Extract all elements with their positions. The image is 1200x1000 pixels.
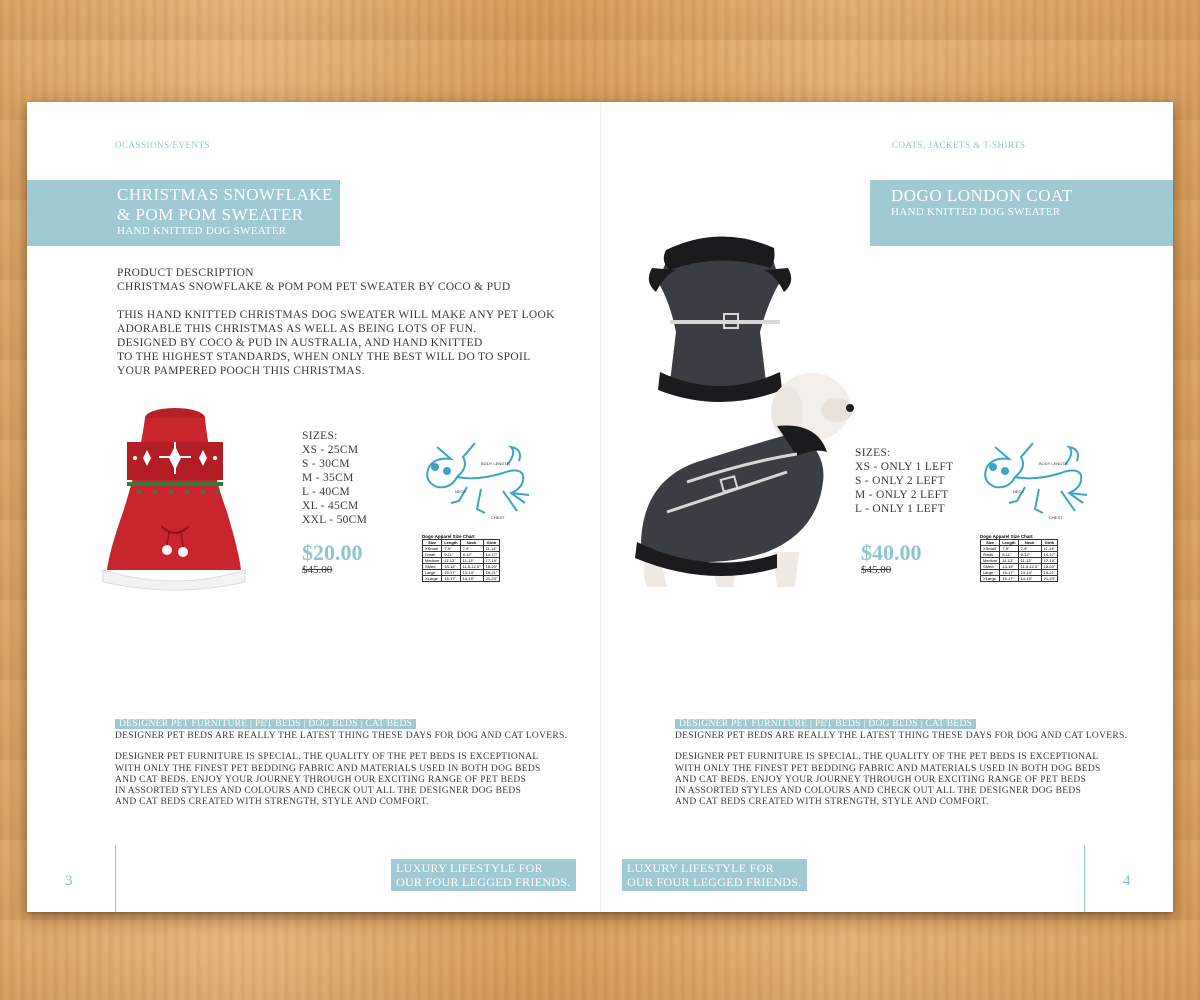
title-box-left <box>27 180 340 246</box>
product-title-right: DOGO LONDON COAT <box>891 186 1073 205</box>
size-chart-header: Neck <box>1018 540 1041 546</box>
slogan-line2: OUR FOUR LEGGED FRIENDS. <box>396 875 571 889</box>
footer-line: AND CAT BEDS. ENJOY YOUR JOURNEY THROUGH OUR EXCITING RANGE OF PET BEDS <box>115 774 527 785</box>
size-chart-cell: Large <box>423 570 442 576</box>
footer-line: AND CAT BEDS CREATED WITH STRENGTH, STYLE AND COMFORT. <box>675 797 989 808</box>
product-subtitle: HAND KNITTED DOG SWEATER <box>117 225 287 237</box>
description-line: ADORABLE THIS CHRISTMAS AS WELL AS BEING LOTS OF FUN. <box>117 323 477 335</box>
size-chart-table <box>422 539 500 582</box>
page-number-left: 3 <box>65 873 73 889</box>
slogan-line1: LUXURY LIFESTYLE FOR <box>627 861 774 875</box>
size-option: XL - 45CM <box>302 500 359 512</box>
product-description <box>117 266 577 378</box>
size-chart-cell: 19-21" <box>483 570 500 576</box>
product-title-line1: CHRISTMAS SNOWFLAKE <box>117 185 333 204</box>
page-number-right: 4 <box>1123 873 1131 889</box>
footer-intro: DESIGNER PET BEDS ARE REALLY THE LATEST THING THESE DAYS FOR DOG AND CAT LOVERS. <box>115 731 568 741</box>
size-chart-cell: 15-17" <box>442 576 460 582</box>
size-chart-cell: 7-9" <box>460 546 483 552</box>
size-chart-cell: 11-14" <box>1041 546 1058 552</box>
measure-label-body: BODY LENGTH <box>1039 461 1068 466</box>
size-chart-cell: 9-12" <box>460 552 483 558</box>
measure-label-neck: NECK <box>455 489 467 494</box>
old-price-left: $45.00 <box>302 564 333 576</box>
size-chart-header: Length <box>1000 540 1018 546</box>
description-line: DESIGNED BY COCO & PUD IN AUSTRALIA, AND HAND KNITTED <box>117 337 483 349</box>
size-chart-cell: 19-21" <box>1041 570 1058 576</box>
footer-intro: DESIGNER PET BEDS ARE REALLY THE LATEST THING THESE DAYS FOR DOG AND CAT LOVERS. <box>675 731 1128 741</box>
size-chart-title: Dogo Apparel Size Chart <box>980 534 1033 539</box>
size-option: XXL - 50CM <box>302 514 368 526</box>
size-chart-cell: 11.5-12.5" <box>460 564 483 570</box>
size-chart-header: Size <box>423 540 442 546</box>
size-chart-cell: SMed <box>981 564 1000 570</box>
size-chart-cell: Large <box>981 570 1000 576</box>
title-box-right <box>870 180 1173 246</box>
slogan-right <box>622 859 807 891</box>
size-chart-cell: 11-14" <box>483 546 500 552</box>
description-heading: PRODUCT DESCRIPTION <box>117 267 254 279</box>
size-chart-cell: 11-13" <box>1000 558 1018 564</box>
price-right: $40.00 <box>861 540 922 565</box>
size-chart-cell: 15-17" <box>1000 576 1018 582</box>
size-chart-cell: Medium <box>981 558 1000 564</box>
size-option: S - ONLY 2 LEFT <box>855 475 945 487</box>
measure-label-chest: CHEST <box>491 515 505 520</box>
sizes-label: SIZES: <box>855 447 891 459</box>
divider-left <box>115 845 116 912</box>
sizes-list-right <box>855 446 953 516</box>
size-chart-cell: 7-9" <box>1000 546 1018 552</box>
size-chart-cell: 18-20" <box>1041 564 1058 570</box>
size-chart-cell: 14-15" <box>460 576 483 582</box>
size-chart-cell: SMed <box>423 564 442 570</box>
footer-line: AND CAT BEDS. ENJOY YOUR JOURNEY THROUGH OUR EXCITING RANGE OF PET BEDS <box>675 774 1087 785</box>
size-chart-cell: 13-15" <box>442 564 460 570</box>
size-chart-cell: XSmall <box>423 546 442 552</box>
size-option: L - 40CM <box>302 486 350 498</box>
size-chart-cell: Medium <box>423 558 442 564</box>
old-price-right: $45.00 <box>861 564 892 576</box>
size-chart-header: Girth <box>1041 540 1058 546</box>
size-chart-header: Size <box>981 540 1000 546</box>
measure-label-body: BODY LENGTH <box>481 461 510 466</box>
size-chart-cell: XSmall <box>981 546 1000 552</box>
size-chart-cell: 7-9" <box>1018 546 1041 552</box>
size-chart-left <box>422 534 500 582</box>
size-chart-cell: 14-17" <box>1041 552 1058 558</box>
size-option: M - 35CM <box>302 472 354 484</box>
size-chart-cell: 17-19" <box>483 558 500 564</box>
product-subtitle-right: HAND KNITTED DOG SWEATER <box>891 206 1061 218</box>
slogan-line1: LUXURY LIFESTYLE FOR <box>396 861 543 875</box>
slogan-line2: OUR FOUR LEGGED FRIENDS. <box>627 875 802 889</box>
sizes-label: SIZES: <box>302 430 338 442</box>
size-chart-cell: 9-11" <box>1000 552 1018 558</box>
footer-right <box>675 713 1145 809</box>
size-chart-cell: Small <box>423 552 442 558</box>
size-chart-header: Length <box>442 540 460 546</box>
divider-right <box>1084 845 1085 912</box>
footer-line: AND CAT BEDS CREATED WITH STRENGTH, STYLE AND COMFORT. <box>115 797 429 808</box>
dog-wearing-coat-image <box>627 362 867 602</box>
size-chart-header: Neck <box>460 540 483 546</box>
size-chart-cell: XLarge <box>423 576 442 582</box>
dog-measurement-icon <box>965 437 1095 527</box>
footer-left <box>115 713 575 809</box>
footer-heading: DESIGNER PET FURNITURE | PET BEDS | DOG BEDS | CAT BEDS <box>675 719 976 729</box>
description-line: YOUR PAMPERED POOCH THIS CHRISTMAS. <box>117 365 365 377</box>
measure-label-chest: CHEST <box>1049 515 1063 520</box>
price-left: $20.00 <box>302 540 363 565</box>
size-chart-cell: 11-13" <box>460 558 483 564</box>
size-chart-cell: 9-11" <box>442 552 460 558</box>
size-option: XS - ONLY 1 LEFT <box>855 461 954 473</box>
size-chart-cell: 15-17" <box>1000 570 1018 576</box>
description-subheading: CHRISTMAS SNOWFLAKE & POM POM PET SWEATER BY COCO & PUD <box>117 281 511 293</box>
size-chart-cell: 21-23" <box>483 576 500 582</box>
dog-measurement-icon <box>407 437 537 527</box>
size-chart-cell: 17-19" <box>1041 558 1058 564</box>
footer-heading: DESIGNER PET FURNITURE | PET BEDS | DOG BEDS | CAT BEDS <box>115 719 416 729</box>
size-chart-cell: 15-17" <box>442 570 460 576</box>
size-chart-cell: 7-9" <box>442 546 460 552</box>
size-option: XS - 25CM <box>302 444 359 456</box>
size-chart-cell: 14-15" <box>1018 576 1041 582</box>
footer-line: DESIGNER PET FURNITURE IS SPECIAL. THE QUALITY OF THE PET BEDS IS EXCEPTIONAL <box>675 752 1099 763</box>
size-chart-table <box>980 539 1058 582</box>
running-head-right: COATS, JACKETS & T-SHIRTS <box>892 140 1026 150</box>
footer-line: DESIGNER PET FURNITURE IS SPECIAL. THE QUALITY OF THE PET BEDS IS EXCEPTIONAL <box>115 752 539 763</box>
size-chart-cell: XLarge <box>981 576 1000 582</box>
size-chart-cell: Small <box>981 552 1000 558</box>
product-title-line2: & POM POM SWEATER <box>117 205 304 224</box>
size-chart-header: Girth <box>483 540 500 546</box>
size-chart-title: Dogo Apparel Size Chart <box>422 534 475 539</box>
size-chart-cell: 11-13" <box>1018 558 1041 564</box>
running-head-left: OCASSIONS/EVENTS <box>115 140 211 150</box>
description-line: THIS HAND KNITTED CHRISTMAS DOG SWEATER WILL MAKE ANY PET LOOK <box>117 309 555 321</box>
size-chart-cell: 13-14" <box>460 570 483 576</box>
size-option: L - ONLY 1 LEFT <box>855 503 946 515</box>
size-chart-cell: 18-20" <box>483 564 500 570</box>
size-option: S - 30CM <box>302 458 350 470</box>
description-line: TO THE HIGHEST STANDARDS, WHEN ONLY THE BEST WILL DO TO SPOIL <box>117 351 531 363</box>
brochure-spread <box>27 102 1173 912</box>
size-chart-cell: 11-13" <box>442 558 460 564</box>
footer-line: IN ASSORTED STYLES AND COLOURS AND CHECK OUT ALL THE DESIGNER DOG BEDS <box>115 786 522 797</box>
spine <box>600 102 601 912</box>
sizes-list-left <box>302 429 367 527</box>
slogan-left <box>391 859 576 891</box>
size-chart-cell: 11.5-12.5" <box>1018 564 1041 570</box>
size-chart-cell: 13-14" <box>1018 570 1041 576</box>
size-chart-cell: 13-15" <box>1000 564 1018 570</box>
footer-line: IN ASSORTED STYLES AND COLOURS AND CHECK OUT ALL THE DESIGNER DOG BEDS <box>675 786 1082 797</box>
size-chart-cell: 14-17" <box>483 552 500 558</box>
measure-label-neck: NECK <box>1013 489 1025 494</box>
size-option: M - ONLY 2 LEFT <box>855 489 949 501</box>
footer-line: WITH ONLY THE FINEST PET BEDDING FABRIC AND MATERIALS USED IN BOTH DOG BEDS <box>675 763 1101 774</box>
footer-line: WITH ONLY THE FINEST PET BEDDING FABRIC AND MATERIALS USED IN BOTH DOG BEDS <box>115 763 541 774</box>
christmas-sweater-image <box>99 402 249 597</box>
size-chart-right <box>980 534 1058 582</box>
size-chart-cell: 21-23" <box>1041 576 1058 582</box>
size-chart-cell: 9-12" <box>1018 552 1041 558</box>
